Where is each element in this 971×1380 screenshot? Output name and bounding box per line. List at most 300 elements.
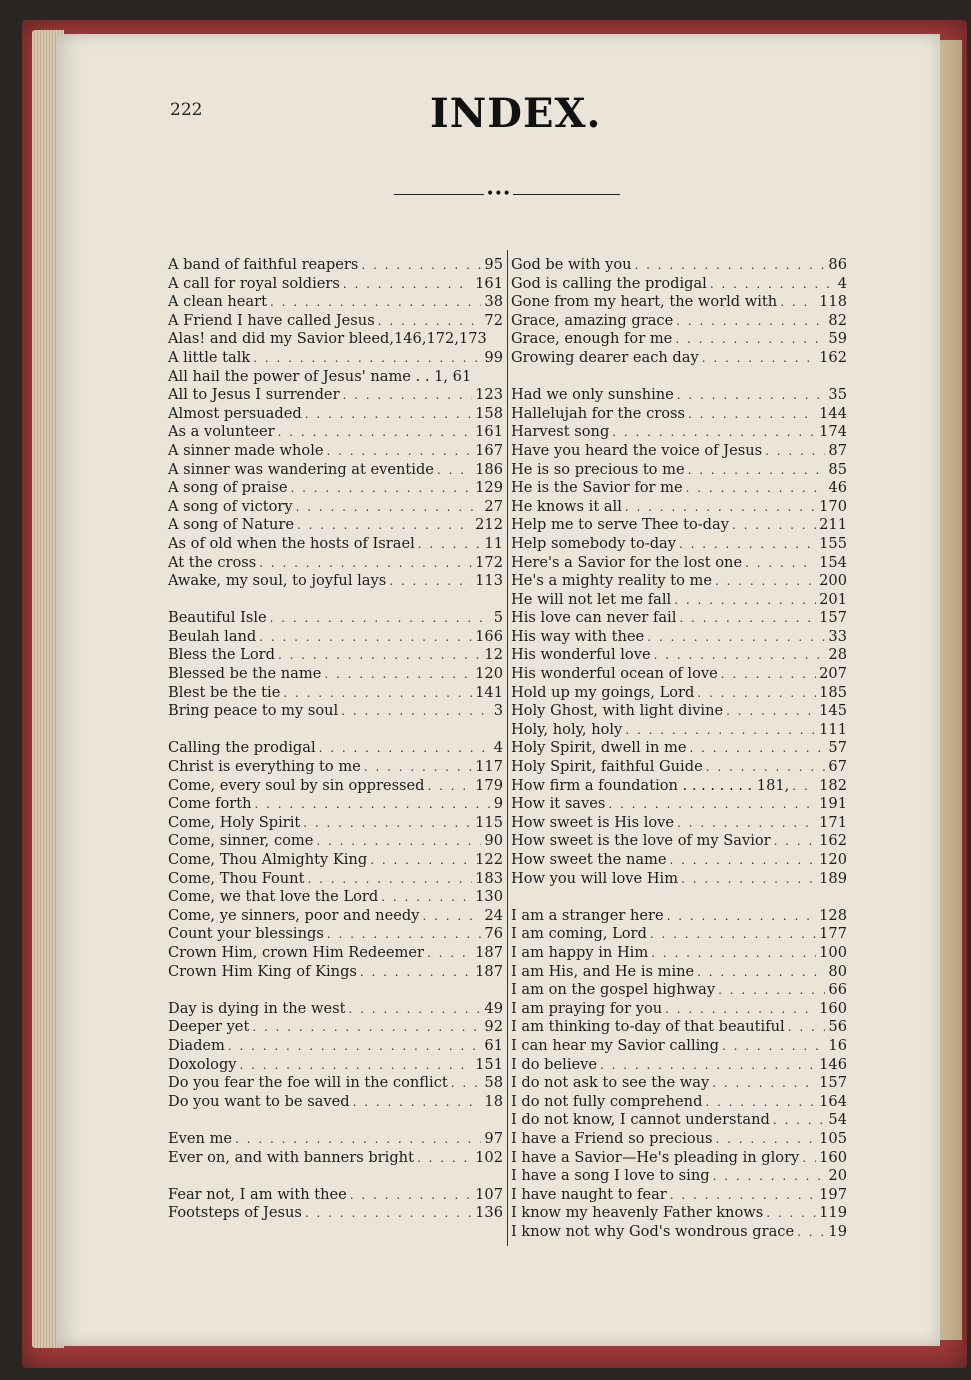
dot-leader xyxy=(765,442,825,461)
entry-title: Have you heard the voice of Jesus xyxy=(511,441,763,459)
entry-page-number: 95 xyxy=(484,256,503,273)
index-entry xyxy=(168,1056,503,1075)
dot-leader xyxy=(675,330,825,349)
entry-page-number: 92 xyxy=(484,1018,503,1036)
entry-page-number: 35 xyxy=(828,386,847,404)
entry-title: Come forth xyxy=(168,795,252,813)
entry-page-number: 201 xyxy=(819,590,847,608)
index-entry xyxy=(168,739,503,758)
entry-title: A clean heart xyxy=(168,293,267,311)
entry-page-number: 27 xyxy=(484,497,503,515)
entry-title: I am coming, Lord xyxy=(511,925,647,943)
entry-title: Deeper yet xyxy=(168,1018,250,1036)
dot-leader xyxy=(381,888,472,907)
entry-title: Day is dying in the west xyxy=(168,999,346,1017)
entry-title: Holy Ghost, with light divine xyxy=(511,702,724,720)
entry-title: Harvest song xyxy=(511,423,610,441)
index-entry xyxy=(511,628,847,647)
index-entry xyxy=(168,758,503,777)
entry-title: As of old when the hosts of Israel xyxy=(168,534,415,552)
index-entry xyxy=(168,330,503,349)
dot-leader xyxy=(726,702,816,721)
entry-title: Come, ye sinners, poor and needy xyxy=(168,906,420,924)
dot-leader xyxy=(774,832,817,851)
entry-page-number: 191 xyxy=(819,795,847,813)
index-entry xyxy=(168,1037,503,1056)
index-entry xyxy=(168,832,503,851)
entry-title: He is the Savior for me xyxy=(511,479,683,497)
entry-title: Grace, enough for me xyxy=(511,330,673,348)
entry-title: Crown Him King of Kings xyxy=(168,962,357,980)
index-entry xyxy=(511,739,847,758)
entry-page-number: 161 xyxy=(475,423,503,441)
index-entry xyxy=(168,814,503,833)
entry-page-number: 82 xyxy=(828,311,847,329)
entry-title: A band of faithful reapers xyxy=(168,256,359,273)
dot-leader xyxy=(667,907,817,926)
entry-page-number: 16 xyxy=(828,1036,847,1054)
entry-page-number: 20 xyxy=(828,1167,847,1185)
entry-page-number: 122 xyxy=(475,851,503,868)
index-column-left xyxy=(168,256,503,1223)
entry-title: Fear not, I am with thee xyxy=(168,1185,347,1203)
index-entry xyxy=(511,1223,847,1242)
entry-title: Calling the prodigal xyxy=(168,739,316,757)
dot-leader xyxy=(418,535,482,554)
entry-page-number: 161 xyxy=(475,274,503,292)
entry-page-number: 170 xyxy=(819,497,847,515)
entry-page-number: 136 xyxy=(475,1204,503,1222)
dot-leader xyxy=(361,256,481,275)
entry-page-number: 157 xyxy=(819,1074,847,1092)
dot-leader xyxy=(364,758,472,777)
entry-page-number: 154 xyxy=(819,553,847,571)
entry-title: Grace, amazing grace xyxy=(511,311,674,329)
dot-leader xyxy=(802,1149,816,1168)
entry-title: Doxology xyxy=(168,1055,237,1073)
entry-page-number: 56 xyxy=(828,1018,847,1036)
dot-leader xyxy=(278,423,473,442)
entry-page-number: 144 xyxy=(819,404,847,422)
index-entry xyxy=(511,1000,847,1019)
entry-title: A call for royal soldiers xyxy=(168,274,340,292)
entry-title: God is calling the prodigal xyxy=(511,274,707,292)
dot-leader xyxy=(670,851,817,870)
dot-leader xyxy=(625,721,816,740)
entry-title: Holy Spirit, dwell in me xyxy=(511,739,687,757)
entry-page-number: 174 xyxy=(819,423,847,441)
dot-leader xyxy=(422,907,481,926)
index-entry xyxy=(168,312,503,331)
dot-leader xyxy=(718,981,825,1000)
entry-title: Come, sinner, come xyxy=(168,832,314,850)
dot-leader xyxy=(360,963,472,982)
index-entry xyxy=(511,572,847,591)
entry-page-number: 105 xyxy=(819,1129,847,1147)
index-entry xyxy=(511,293,847,312)
dot-leader xyxy=(608,795,816,814)
entry-page-number: 212 xyxy=(475,516,503,534)
entry-title: I have a Friend so precious xyxy=(511,1129,713,1147)
dot-leader xyxy=(348,1000,481,1019)
column-divider xyxy=(507,250,508,1246)
index-entry xyxy=(168,572,503,591)
dot-leader xyxy=(665,1000,816,1019)
index-entry xyxy=(511,349,847,368)
index-entry xyxy=(168,368,503,387)
entry-page-number: 162 xyxy=(819,832,847,850)
dot-leader xyxy=(773,1111,826,1130)
dot-leader xyxy=(715,572,816,591)
index-entry xyxy=(511,1056,847,1075)
entry-title: God be with you xyxy=(511,256,632,273)
entry-page-number: 197 xyxy=(819,1185,847,1203)
dot-leader xyxy=(654,646,826,665)
dot-leader xyxy=(278,646,481,665)
index-entry xyxy=(511,256,847,275)
index-entry xyxy=(511,386,847,405)
dot-leader xyxy=(651,944,816,963)
entry-page-number: 49 xyxy=(484,999,503,1017)
entry-page-number: 123 xyxy=(475,386,503,404)
entry-page-number: 157 xyxy=(819,609,847,627)
entry-page-number: 141 xyxy=(475,683,503,701)
index-entry xyxy=(168,461,503,480)
index-entry xyxy=(511,609,847,628)
entry-title: His wonderful ocean of love xyxy=(511,665,718,683)
index-entry xyxy=(511,1111,847,1130)
dot-leader xyxy=(670,1186,816,1205)
entry-page-number: 120 xyxy=(475,665,503,683)
entry-page-number: 117 xyxy=(475,758,503,776)
dot-leader xyxy=(706,758,826,777)
entry-page-number: 107 xyxy=(475,1185,503,1203)
index-entry xyxy=(511,461,847,480)
entry-page-number: 187 xyxy=(475,943,503,961)
dot-leader xyxy=(721,665,816,684)
index-entry xyxy=(168,293,503,312)
index-entry xyxy=(511,423,847,442)
dot-leader xyxy=(676,312,825,331)
entry-page-number: 128 xyxy=(819,906,847,924)
entry-title: I am happy in Him xyxy=(511,943,649,961)
index-entry xyxy=(511,591,847,610)
index-entry xyxy=(511,405,847,424)
dot-leader xyxy=(681,870,816,889)
dot-leader xyxy=(679,609,816,628)
entry-title: Come, Thou Fount xyxy=(168,869,305,887)
entry-title: Ever on, and with banners bright xyxy=(168,1148,414,1166)
dot-leader xyxy=(451,1074,482,1093)
entry-title: Come, Thou Almighty King xyxy=(168,851,368,868)
index-entry xyxy=(168,1130,503,1149)
index-entry xyxy=(168,870,503,889)
dot-leader xyxy=(745,554,816,573)
entry-title: Even me xyxy=(168,1129,233,1147)
dot-leader xyxy=(716,1130,817,1149)
entry-page-number: 100 xyxy=(819,943,847,961)
entry-page-number: 18 xyxy=(484,1092,503,1110)
entry-title: I do not ask to see the way xyxy=(511,1074,710,1092)
index-entry xyxy=(511,702,847,721)
entry-title: His wonderful love xyxy=(511,646,651,664)
entry-page-number: 160 xyxy=(819,1148,847,1166)
entry-title: I have a Savior—He's pleading in glory xyxy=(511,1148,800,1166)
entry-page-number: 167 xyxy=(475,441,503,459)
dot-leader xyxy=(343,386,473,405)
index-entry xyxy=(168,535,503,554)
entry-page-number: 130 xyxy=(475,888,503,906)
entry-title: Crown Him, crown Him Redeemer xyxy=(168,943,424,961)
index-entry xyxy=(168,851,503,870)
entry-page-number: 155 xyxy=(819,534,847,552)
dot-leader xyxy=(324,665,472,684)
dot-leader xyxy=(712,1074,816,1093)
index-entry xyxy=(511,312,847,331)
entry-page-number: 146 xyxy=(819,1055,847,1073)
index-entry xyxy=(511,1037,847,1056)
index-entry xyxy=(511,665,847,684)
entry-page-number: 186 xyxy=(475,460,503,478)
index-entry xyxy=(168,888,503,907)
index-entry xyxy=(511,498,847,517)
dot-leader xyxy=(697,963,825,982)
entry-title: He will not let me fall xyxy=(511,590,672,608)
entry-page-number: 57 xyxy=(828,739,847,757)
dot-leader xyxy=(766,1204,816,1223)
dot-leader xyxy=(240,1056,473,1075)
entry-page-number: 58 xyxy=(484,1074,503,1092)
entry-title: How sweet is the love of my Savior xyxy=(511,832,771,850)
entry-title: I do not fully comprehend xyxy=(511,1092,703,1110)
entry-title: I have a song I love to sing xyxy=(511,1167,710,1185)
page-number: 222 xyxy=(170,100,203,120)
entry-page-number: 19 xyxy=(828,1222,847,1240)
entry-page-number: 67 xyxy=(828,758,847,776)
entry-page-number: 166 xyxy=(475,627,503,645)
index-entry xyxy=(511,851,847,870)
dot-leader xyxy=(792,777,816,796)
index-entry xyxy=(511,646,847,665)
dot-leader xyxy=(688,461,826,480)
entry-page-number: 182 xyxy=(819,776,847,794)
entry-title: Beautiful Isle xyxy=(168,609,267,627)
entry-page-number: 54 xyxy=(828,1111,847,1129)
index-entry xyxy=(168,702,503,721)
index-entry xyxy=(511,1093,847,1112)
index-entry xyxy=(168,795,503,814)
entry-title: How sweet is His love xyxy=(511,813,675,831)
entry-page-number: 3 xyxy=(493,702,503,720)
index-entry xyxy=(511,944,847,963)
index-entry xyxy=(511,1074,847,1093)
dot-leader xyxy=(647,628,825,647)
entry-title: A song of praise xyxy=(168,479,288,497)
dot-leader xyxy=(677,386,826,405)
entry-title: A Friend I have called Jesus xyxy=(168,311,375,329)
entry-title: He's a mighty reality to me xyxy=(511,572,712,590)
dot-leader xyxy=(679,535,816,554)
dot-leader xyxy=(305,1204,472,1223)
entry-page-number: 207 xyxy=(819,665,847,683)
entry-page-number: 185 xyxy=(819,683,847,701)
entry-title: How you will love Him xyxy=(511,869,679,887)
dot-leader xyxy=(290,479,472,498)
index-entry xyxy=(168,963,503,982)
entry-page-number: 115 xyxy=(475,813,503,831)
entry-page-number: 113 xyxy=(475,572,503,590)
entry-page-number: 66 xyxy=(828,981,847,999)
dot-leader xyxy=(389,572,472,591)
entry-title: Christ is everything to me xyxy=(168,758,361,776)
dot-leader xyxy=(253,349,481,368)
dot-leader xyxy=(612,423,816,442)
index-entry xyxy=(168,777,503,796)
index-column-right xyxy=(511,256,847,1241)
entry-title: Count your blessings xyxy=(168,925,324,943)
entry-page-number: 119 xyxy=(819,1204,847,1222)
entry-title: Help me to serve Thee to-day xyxy=(511,516,729,534)
entry-title: His love can never fail xyxy=(511,609,677,627)
entry-title: Footsteps of Jesus xyxy=(168,1204,302,1222)
entry-page-number: 46 xyxy=(828,479,847,497)
dot-leader xyxy=(797,1223,825,1242)
entry-title: I know my heavenly Father knows xyxy=(511,1204,764,1222)
dot-leader xyxy=(650,925,816,944)
index-entry xyxy=(511,907,847,926)
entry-page-number: 102 xyxy=(475,1148,503,1166)
entry-page-number: 33 xyxy=(828,627,847,645)
index-entry xyxy=(511,330,847,349)
dot-leader xyxy=(788,1018,826,1037)
index-entry xyxy=(511,479,847,498)
entry-page-number: 183 xyxy=(475,869,503,887)
entry-page-number: 11 xyxy=(484,534,503,552)
index-entry xyxy=(511,758,847,777)
index-entry xyxy=(511,554,847,573)
dot-leader xyxy=(378,312,482,331)
entry-page-number: 179 xyxy=(475,776,503,794)
entry-page-number: 59 xyxy=(828,330,847,348)
entry-title: He is so precious to me xyxy=(511,460,685,478)
entry-title: A song of Nature xyxy=(168,516,295,534)
entry-title: At the cross xyxy=(168,553,257,571)
index-entry xyxy=(511,1167,847,1186)
dot-leader xyxy=(713,1167,826,1186)
index-entry xyxy=(168,944,503,963)
entry-title: He knows it all xyxy=(511,497,622,515)
entry-page-number: 76 xyxy=(484,925,503,943)
dot-leader xyxy=(252,1018,481,1037)
index-entry xyxy=(168,907,503,926)
entry-title: Blest be the tie xyxy=(168,683,281,701)
entry-page-number: 4 xyxy=(837,274,847,292)
entry-page-number: 200 xyxy=(819,572,847,590)
entry-title: A little talk xyxy=(168,348,251,366)
entry-page-number: 171 xyxy=(819,813,847,831)
dot-leader xyxy=(417,1149,472,1168)
dot-leader xyxy=(686,479,826,498)
entry-page-number: 129 xyxy=(475,479,503,497)
entry-page-number: 172 xyxy=(475,553,503,571)
entry-page-number: 38 xyxy=(484,293,503,311)
dot-leader xyxy=(350,1186,472,1205)
entry-page-number: 158 xyxy=(475,404,503,422)
index-entry xyxy=(168,386,503,405)
index-entry xyxy=(511,684,847,703)
entry-page-number: 162 xyxy=(819,348,847,366)
entry-page-number: 99 xyxy=(484,348,503,366)
index-entry xyxy=(168,1186,503,1205)
dot-leader xyxy=(259,554,472,573)
entry-title: I am praying for you xyxy=(511,999,663,1017)
entry-title: Do you want to be saved xyxy=(168,1092,350,1110)
entry-page-number: 118 xyxy=(819,293,847,311)
entry-title: How it saves xyxy=(511,795,606,813)
entry-title: All to Jesus I surrender xyxy=(168,386,340,404)
dot-leader xyxy=(353,1093,482,1112)
index-entry xyxy=(168,498,503,517)
entry-page-number: 24 xyxy=(484,906,503,924)
index-entry xyxy=(511,721,847,740)
dot-leader xyxy=(307,870,472,889)
index-entry xyxy=(168,256,503,275)
dot-leader xyxy=(341,702,490,721)
entry-title: I am on the gospel highway xyxy=(511,981,716,999)
entry-page-number: 85 xyxy=(828,460,847,478)
entry-title: I do not know, I cannot understand xyxy=(511,1111,770,1129)
dot-leader xyxy=(327,442,473,461)
dot-leader xyxy=(688,405,816,424)
entry-page-number: 87 xyxy=(828,441,847,459)
entry-title: I am a stranger here xyxy=(511,906,664,924)
index-entry xyxy=(168,646,503,665)
index-entry xyxy=(168,275,503,294)
entry-title: How firm a foundation . . . . . . . . 181, xyxy=(511,776,790,794)
entry-title: Beulah land xyxy=(168,627,257,645)
index-entry xyxy=(168,405,503,424)
dot-leader xyxy=(689,739,825,758)
index-entry xyxy=(511,1149,847,1168)
index-entry xyxy=(168,628,503,647)
entry-title: Here's a Savior for the lost one xyxy=(511,553,743,571)
index-entry xyxy=(168,1204,503,1223)
index-entry xyxy=(168,609,503,628)
entry-title: Hallelujah for the cross xyxy=(511,404,685,422)
entry-page-number: 145 xyxy=(819,702,847,720)
entry-title: How sweet the name xyxy=(511,851,667,868)
entry-title: I am thinking to-day of that beautiful xyxy=(511,1018,785,1036)
entry-page-number: 160 xyxy=(819,999,847,1017)
entry-title: I am His, and He is mine xyxy=(511,962,695,980)
index-entry xyxy=(511,963,847,982)
entry-title: I have naught to fear xyxy=(511,1185,667,1203)
index-entry xyxy=(168,442,503,461)
dot-leader xyxy=(702,349,816,368)
index-entry xyxy=(168,925,503,944)
dot-leader xyxy=(710,275,835,294)
dot-leader xyxy=(283,684,472,703)
dot-leader xyxy=(297,516,472,535)
entry-title: Do you fear the foe will in the conflict xyxy=(168,1074,448,1092)
dot-leader xyxy=(780,293,816,312)
rule-ornament: ••• xyxy=(486,186,511,202)
entry-page-number: 72 xyxy=(484,311,503,329)
dot-leader xyxy=(303,814,472,833)
index-entry xyxy=(511,535,847,554)
dot-leader xyxy=(296,498,482,517)
entry-title: Come, we that love the Lord xyxy=(168,888,379,906)
